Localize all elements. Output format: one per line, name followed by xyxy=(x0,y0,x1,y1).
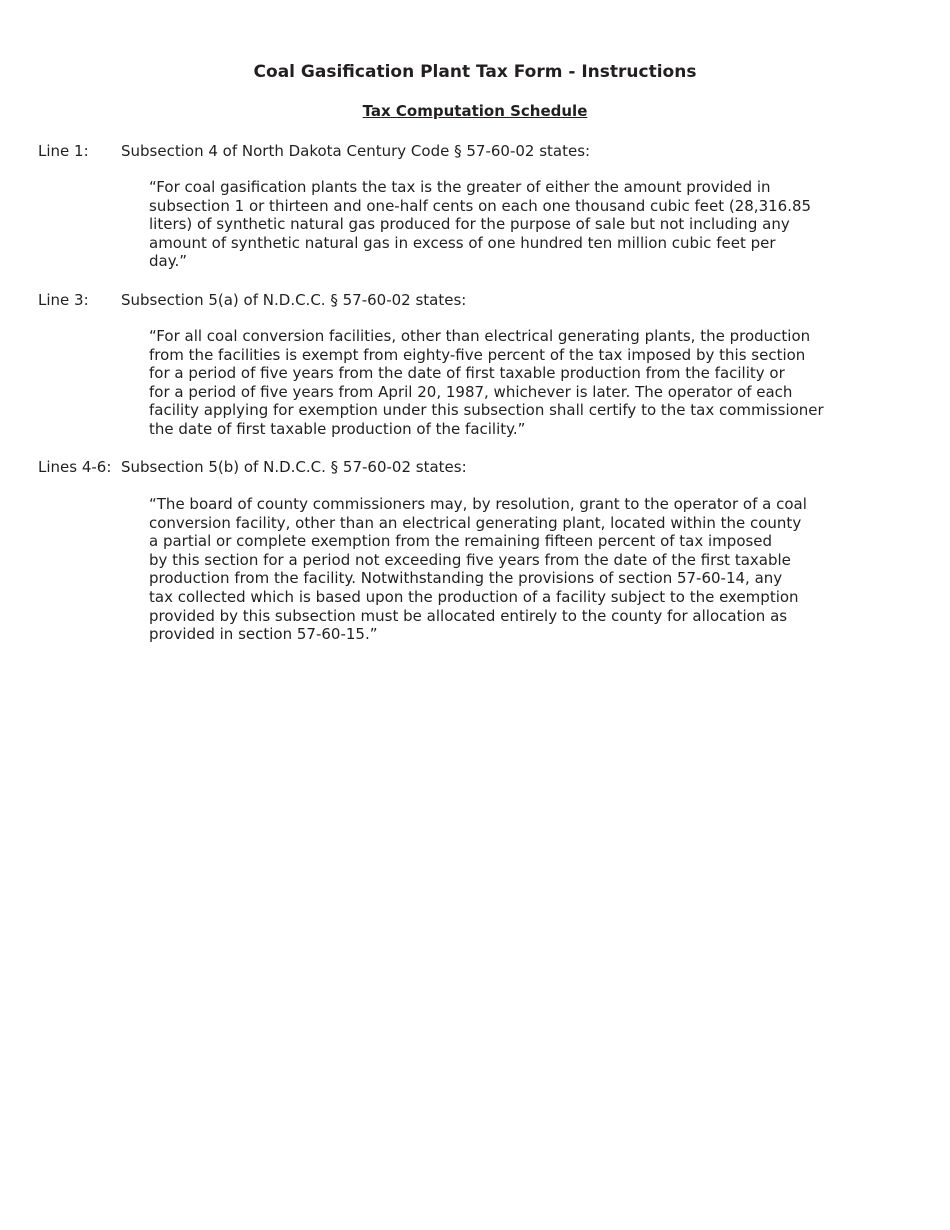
section-intro-line-3: Subsection 5(a) of N.D.C.C. § 57-60-02 states: xyxy=(121,291,467,309)
quote-line: amount of synthetic natural gas in excess of one hundred ten million cubic feet per xyxy=(149,233,776,252)
quote-line: day.” xyxy=(149,252,187,271)
quote-line: conversion facility, other than an electrical generating plant, located within the county xyxy=(149,513,802,532)
section-label-line-3: Line 3: xyxy=(38,291,89,309)
quote-line: for a period of five years from the date of first taxable production from the facility or xyxy=(149,364,785,383)
quote-line: a partial or complete exemption from the remaining fifteen percent of tax imposed xyxy=(149,532,773,551)
section-quote-lines-4-6 xyxy=(149,495,807,644)
quote-line: provided in section 57-60-15.” xyxy=(149,625,378,644)
quote-line: liters) of synthetic natural gas produced for the purpose of sale but not including any xyxy=(149,215,790,234)
section-label-lines-4-6: Lines 4-6: xyxy=(38,458,112,476)
page-subtitle: Tax Computation Schedule xyxy=(362,102,588,120)
quote-line: “For all coal conversion facilities, other than electrical generating plants, the production xyxy=(149,327,811,345)
quote-line: subsection 1 or thirteen and one-half cents on each one thousand cubic feet (28,316.85 xyxy=(149,196,812,215)
quote-line: provided by this subsection must be allocated entirely to the county for allocation as xyxy=(149,606,788,625)
quote-line: “The board of county commissioners may, by resolution, grant to the operator of a coal xyxy=(149,495,807,513)
quote-line: by this section for a period not exceeding five years from the date of the first taxable xyxy=(149,550,791,569)
quote-line: for a period of five years from April 20, 1987, whichever is later. The operator of each xyxy=(149,382,793,401)
quote-line: “For coal gasification plants the tax is the greater of either the amount provided in xyxy=(149,178,771,196)
section-label-line-1: Line 1: xyxy=(38,142,89,160)
quote-line: tax collected which is based upon the production of a facility subject to the exemption xyxy=(149,587,799,606)
section-intro-lines-4-6: Subsection 5(b) of N.D.C.C. § 57-60-02 states: xyxy=(121,458,467,476)
section-quote-line-3 xyxy=(149,327,824,439)
quote-line: the date of first taxable production of the facility.” xyxy=(149,419,526,438)
section-intro-line-1: Subsection 4 of North Dakota Century Code § 57-60-02 states: xyxy=(121,142,591,160)
quote-line: from the facilities is exempt from eighty-five percent of the tax imposed by this section xyxy=(149,345,806,364)
page-title: Coal Gasification Plant Tax Form - Instructions xyxy=(253,62,697,82)
quote-line: production from the facility. Notwithstanding the provisions of section 57-60-14, any xyxy=(149,569,783,588)
section-quote-line-1 xyxy=(149,178,811,271)
quote-line: facility applying for exemption under this subsection shall certify to the tax commissioner xyxy=(149,401,824,420)
